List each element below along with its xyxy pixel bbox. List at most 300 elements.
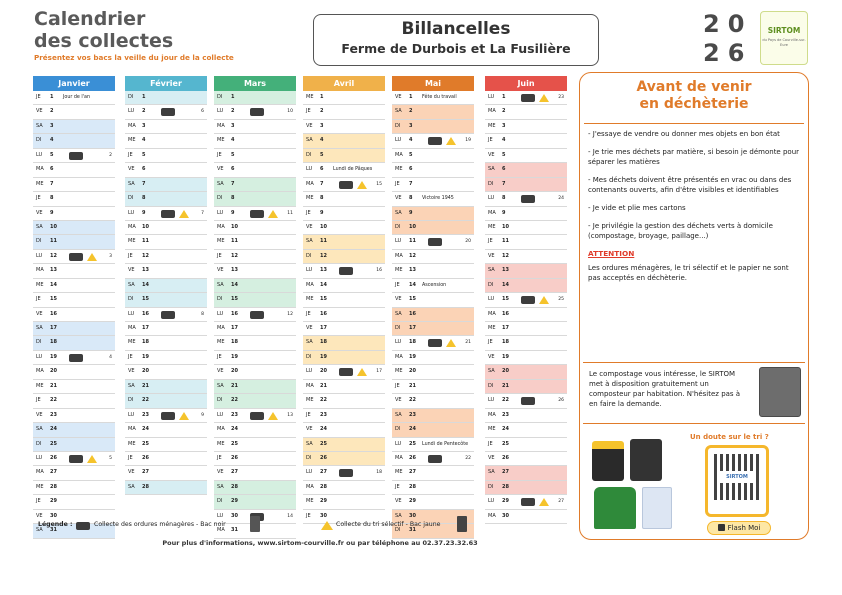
day-name: VE <box>395 195 402 202</box>
day-row <box>214 495 296 509</box>
day-row <box>303 452 385 466</box>
day-name: VE <box>128 368 135 375</box>
day-row <box>214 149 296 163</box>
day-row <box>125 163 207 177</box>
day-name: ME <box>395 166 403 173</box>
day-number: 5 <box>409 151 413 158</box>
black-bin-collection-icon <box>161 210 175 218</box>
day-row <box>303 409 385 423</box>
day-name: DI <box>36 238 42 245</box>
day-name: MA <box>36 368 44 375</box>
black-bin-collection-icon <box>521 498 535 506</box>
black-bin-collection-icon <box>339 267 353 275</box>
day-number: 8 <box>409 195 413 202</box>
black-bin-collection-icon <box>428 455 442 463</box>
day-number: 15 <box>50 296 57 303</box>
day-row <box>392 293 474 307</box>
day-number: 18 <box>320 339 327 346</box>
day-name: DI <box>306 252 312 259</box>
day-number: 28 <box>142 483 149 490</box>
day-name: SA <box>306 440 313 447</box>
day-row <box>33 163 115 177</box>
day-name: ME <box>488 426 496 433</box>
day-name: LU <box>306 469 313 476</box>
day-row <box>214 394 296 408</box>
day-number: 19 <box>409 353 416 360</box>
yellow-triangle-icon <box>357 368 367 376</box>
day-number: 4 <box>231 137 235 144</box>
day-row <box>392 438 474 452</box>
day-number: 9 <box>409 209 413 216</box>
day-number: 27 <box>50 469 57 476</box>
day-name: MA <box>306 382 314 389</box>
day-number: 23 <box>409 411 416 418</box>
day-number: 15 <box>320 296 327 303</box>
day-row <box>392 235 474 249</box>
day-number: 5 <box>502 151 506 158</box>
day-row <box>485 452 567 466</box>
day-number: 20 <box>231 368 238 375</box>
day-number: 24 <box>502 426 509 433</box>
day-number: 19 <box>231 353 238 360</box>
day-row <box>214 438 296 452</box>
day-number: 10 <box>320 223 327 230</box>
black-bin-collection-icon <box>69 455 83 463</box>
day-number: 11 <box>320 238 327 245</box>
day-number: 17 <box>142 325 149 331</box>
day-name: MA <box>36 267 44 274</box>
black-bin-collection-icon <box>69 253 83 261</box>
holiday-note: Victoire 1945 <box>422 196 454 202</box>
day-name: VE <box>128 469 135 476</box>
panel-title-line-2: en déchèterie <box>639 96 749 112</box>
attention-text: Les ordures ménagères, le tri sélectif et le papier ne sont pas acceptés en déchèterie. <box>588 264 789 282</box>
day-name: SA <box>488 368 495 375</box>
yellow-triangle-icon <box>539 498 549 506</box>
day-number: 29 <box>409 498 416 505</box>
day-row <box>125 91 207 105</box>
subtitle: Présentez vos bacs la veille du jour de la collecte <box>34 53 234 62</box>
day-number: 23 <box>231 411 238 418</box>
day-row <box>33 105 115 119</box>
day-number: 12 <box>320 252 327 259</box>
day-row <box>303 481 385 495</box>
day-row <box>214 380 296 394</box>
day-row <box>125 308 207 322</box>
day-name: JE <box>395 281 400 288</box>
day-name: SA <box>36 426 43 433</box>
black-bin-collection-icon <box>339 181 353 189</box>
holiday-note: Jour de l'an <box>63 95 91 100</box>
day-number: 11 <box>502 238 509 245</box>
day-number: 20 <box>50 368 57 375</box>
day-number: 7 <box>320 180 324 187</box>
day-name: VE <box>36 310 43 317</box>
black-bin-collection-icon <box>69 354 83 362</box>
week-number: 6 <box>201 109 204 115</box>
day-number: 18 <box>502 339 509 346</box>
day-number: 15 <box>231 296 238 303</box>
day-number: 12 <box>409 252 416 259</box>
day-row <box>125 207 207 221</box>
day-number: 3 <box>320 122 324 129</box>
day-name: JE <box>395 483 400 490</box>
day-row <box>214 423 296 437</box>
rule-item: - Je vide et plie mes cartons <box>588 204 686 212</box>
title-block <box>34 8 304 62</box>
day-name: JE <box>36 195 41 202</box>
black-bin-collection-icon <box>250 210 264 218</box>
title-line-1: Calendrier <box>34 8 146 30</box>
day-row <box>485 495 567 509</box>
logo-text: SIRTOM <box>767 26 801 35</box>
day-name: LU <box>395 137 402 144</box>
day-name: ME <box>306 498 314 505</box>
day-name: LU <box>128 310 135 317</box>
day-name: SA <box>395 108 402 115</box>
day-row <box>33 322 115 336</box>
day-row <box>392 409 474 423</box>
day-number: 23 <box>320 411 327 418</box>
day-name: DI <box>306 353 312 360</box>
day-number: 29 <box>231 498 238 505</box>
commune-name: Billancelles <box>401 19 511 39</box>
day-row <box>125 336 207 350</box>
day-name: DI <box>488 483 494 490</box>
day-row <box>392 308 474 322</box>
day-number: 13 <box>502 267 509 274</box>
day-number: 11 <box>231 238 238 245</box>
day-name: SA <box>488 166 495 173</box>
week-number: 7 <box>201 210 204 216</box>
day-name: LU <box>488 195 495 202</box>
month-header: Janvier <box>33 76 115 91</box>
year <box>703 10 759 68</box>
day-name: JE <box>36 498 41 505</box>
day-row <box>125 394 207 408</box>
day-number: 17 <box>320 325 327 331</box>
day-name: DI <box>217 397 223 404</box>
day-name: DI <box>217 296 223 303</box>
week-number: 10 <box>287 109 293 115</box>
panel-title-line-1: Avant de venir <box>636 79 752 95</box>
day-number: 14 <box>231 281 238 288</box>
day-row <box>125 178 207 192</box>
day-row <box>303 380 385 394</box>
dechetterie-panel <box>579 72 809 540</box>
day-row <box>392 336 474 350</box>
week-number: 27 <box>558 499 564 505</box>
day-row <box>303 178 385 192</box>
day-name: SA <box>395 310 402 317</box>
day-row <box>303 207 385 221</box>
day-number: 25 <box>50 440 57 447</box>
day-name: MA <box>488 512 496 519</box>
day-number: 7 <box>142 180 146 187</box>
day-name: DI <box>395 122 401 129</box>
day-row <box>125 120 207 134</box>
rule-item: - Mes déchets doivent être présentés en vrac ou dans des contenants ouverts, afin d'être visibles et identifiables <box>588 176 792 194</box>
day-number: 31 <box>231 527 238 534</box>
day-number: 17 <box>50 325 57 331</box>
yellow-triangle-icon <box>539 296 549 304</box>
day-name: ME <box>36 281 44 288</box>
day-name: VE <box>306 122 313 129</box>
legend-om-text: Collecte des ordures ménagères - Bac noir <box>94 521 226 528</box>
day-name: SA <box>217 281 224 288</box>
week-number: 5 <box>109 455 112 461</box>
day-name: ME <box>36 382 44 389</box>
day-number: 22 <box>142 397 149 404</box>
day-name: JE <box>128 252 133 259</box>
day-row <box>392 394 474 408</box>
day-number: 6 <box>142 166 146 173</box>
day-number: 5 <box>142 151 146 158</box>
yellow-triangle-icon <box>87 253 97 261</box>
black-bin-collection-icon <box>250 311 264 319</box>
day-number: 13 <box>231 267 238 274</box>
day-row <box>33 120 115 134</box>
day-number: 6 <box>502 166 506 173</box>
day-row <box>485 250 567 264</box>
day-name: ME <box>306 195 314 202</box>
day-row <box>125 221 207 235</box>
day-name: MA <box>128 223 136 230</box>
day-row <box>214 207 296 221</box>
day-number: 27 <box>142 469 149 476</box>
panel-title <box>580 79 808 113</box>
day-row <box>33 149 115 163</box>
day-number: 19 <box>142 353 149 360</box>
day-number: 7 <box>502 180 506 187</box>
day-name: VE <box>217 368 224 375</box>
day-row <box>33 264 115 278</box>
qr-code[interactable] <box>705 445 769 517</box>
day-name: VE <box>36 512 43 519</box>
flash-me-button[interactable] <box>707 521 771 535</box>
day-row <box>33 221 115 235</box>
day-name: LU <box>488 296 495 303</box>
week-number: 16 <box>376 268 382 274</box>
day-row <box>392 192 474 206</box>
day-name: LU <box>306 166 313 173</box>
holiday-note: Ascension <box>422 282 447 288</box>
day-name: MA <box>217 122 225 129</box>
black-bin-collection-icon <box>161 412 175 420</box>
day-row <box>485 178 567 192</box>
day-number: 13 <box>320 267 327 274</box>
rule-item: - Je trie mes déchets par matière, si besoin je démonte pour séparer les matières <box>588 148 800 166</box>
day-number: 3 <box>142 122 146 129</box>
day-row <box>33 466 115 480</box>
day-name: ME <box>36 180 44 187</box>
day-name: JE <box>488 137 493 144</box>
day-number: 18 <box>409 339 416 346</box>
month-column <box>485 76 567 524</box>
day-row <box>33 365 115 379</box>
day-number: 6 <box>320 166 324 173</box>
day-row <box>125 452 207 466</box>
commune-sub: Ferme de Durbois et La Fusilière <box>341 41 571 56</box>
day-number: 13 <box>142 267 149 274</box>
day-name: ME <box>306 296 314 303</box>
footer-info: Pour plus d'informations, www.sirtom-courville.fr ou par téléphone au 02.37.23.32.63 <box>162 539 478 547</box>
legend-tri-text: Collecte du tri sélectif - Bac jaune <box>336 521 441 528</box>
day-row <box>485 409 567 423</box>
day-number: 17 <box>231 325 238 331</box>
day-row <box>485 149 567 163</box>
day-row <box>214 293 296 307</box>
day-name: LU <box>217 512 224 519</box>
day-number: 17 <box>409 325 416 331</box>
day-number: 25 <box>231 440 238 447</box>
day-row <box>33 452 115 466</box>
day-row <box>303 163 385 177</box>
day-row <box>214 351 296 365</box>
day-number: 8 <box>231 195 235 202</box>
day-row <box>125 264 207 278</box>
day-row <box>485 221 567 235</box>
day-name: VE <box>306 426 313 433</box>
day-name: MA <box>306 483 314 490</box>
day-number: 1 <box>502 94 506 100</box>
day-number: 12 <box>502 252 509 259</box>
day-name: SA <box>306 339 313 346</box>
day-row <box>214 279 296 293</box>
day-name: JE <box>128 454 133 461</box>
day-row <box>214 178 296 192</box>
day-row <box>485 322 567 336</box>
week-number: 20 <box>465 239 471 245</box>
day-number: 14 <box>142 281 149 288</box>
day-name: VE <box>395 296 402 303</box>
day-name: MA <box>488 108 496 115</box>
day-number: 20 <box>142 368 149 375</box>
day-name: LU <box>217 108 224 115</box>
day-name: SA <box>488 267 495 274</box>
day-name: MA <box>395 252 403 259</box>
day-row <box>303 192 385 206</box>
day-row <box>303 235 385 249</box>
day-name: JE <box>217 454 222 461</box>
day-number: 1 <box>231 94 235 100</box>
day-name: ME <box>488 122 496 129</box>
day-number: 30 <box>50 512 57 519</box>
month-header: Juin <box>485 76 567 91</box>
day-row <box>485 293 567 307</box>
day-name: MA <box>306 180 314 187</box>
sirtom-logo <box>760 11 808 65</box>
day-name: MA <box>128 426 136 433</box>
day-row <box>303 221 385 235</box>
day-name: SA <box>306 238 313 245</box>
day-name: ME <box>395 267 403 274</box>
day-number: 15 <box>409 296 416 303</box>
day-number: 22 <box>50 397 57 404</box>
day-number: 27 <box>409 469 416 476</box>
day-number: 30 <box>502 512 509 519</box>
day-name: LU <box>488 397 495 404</box>
day-name: JE <box>128 353 133 360</box>
day-row <box>33 423 115 437</box>
day-name: DI <box>488 180 494 187</box>
day-number: 22 <box>409 397 416 404</box>
day-number: 4 <box>50 137 54 144</box>
black-bin-marker-icon <box>76 522 90 530</box>
day-number: 9 <box>502 209 506 216</box>
day-name: DI <box>36 339 42 346</box>
day-row <box>214 409 296 423</box>
day-name: SA <box>128 180 135 187</box>
day-number: 5 <box>50 151 54 158</box>
day-name: ME <box>488 223 496 230</box>
day-number: 30 <box>231 512 238 519</box>
day-name: MA <box>306 281 314 288</box>
day-number: 28 <box>50 483 57 490</box>
black-bin-collection-icon <box>428 339 442 347</box>
day-name: LU <box>217 209 224 216</box>
day-number: 12 <box>231 252 238 259</box>
day-name: SA <box>395 512 402 519</box>
yellow-lid-bin-icon <box>592 441 624 481</box>
day-row <box>392 221 474 235</box>
day-row <box>33 192 115 206</box>
day-row <box>214 336 296 350</box>
day-row <box>214 192 296 206</box>
day-row <box>392 380 474 394</box>
week-number: 13 <box>287 412 293 418</box>
paper-container-icon <box>642 487 672 529</box>
day-row <box>303 466 385 480</box>
yellow-triangle-icon <box>268 412 278 420</box>
black-bin-collection-icon <box>428 238 442 246</box>
day-number: 3 <box>231 122 235 129</box>
black-bin-collection-icon <box>161 311 175 319</box>
day-number: 7 <box>231 180 235 187</box>
day-number: 10 <box>409 223 416 230</box>
day-row <box>485 466 567 480</box>
day-number: 22 <box>502 397 509 404</box>
day-name: SA <box>306 137 313 144</box>
day-row <box>392 134 474 148</box>
day-name: SA <box>128 483 135 490</box>
day-name: SA <box>36 325 43 331</box>
panel-divider <box>584 123 804 124</box>
week-number: 26 <box>558 398 564 404</box>
yellow-triangle-icon <box>87 455 97 463</box>
day-name: JE <box>217 353 222 360</box>
day-row <box>485 380 567 394</box>
day-name: VE <box>36 411 43 418</box>
day-number: 18 <box>50 339 57 346</box>
day-row <box>125 279 207 293</box>
day-name: VE <box>395 397 402 404</box>
day-number: 10 <box>142 223 149 230</box>
day-name: SA <box>128 382 135 389</box>
week-number: 24 <box>558 196 564 202</box>
day-number: 5 <box>320 151 324 158</box>
day-number: 13 <box>50 267 57 274</box>
day-row <box>125 322 207 336</box>
day-number: 16 <box>320 310 327 317</box>
day-name: MA <box>217 527 225 534</box>
black-bin-collection-icon <box>339 368 353 376</box>
day-name: VE <box>395 498 402 505</box>
day-number: 2 <box>409 108 413 115</box>
day-number: 13 <box>409 267 416 274</box>
month-header: Mai <box>392 76 474 91</box>
day-name: LU <box>306 368 313 375</box>
